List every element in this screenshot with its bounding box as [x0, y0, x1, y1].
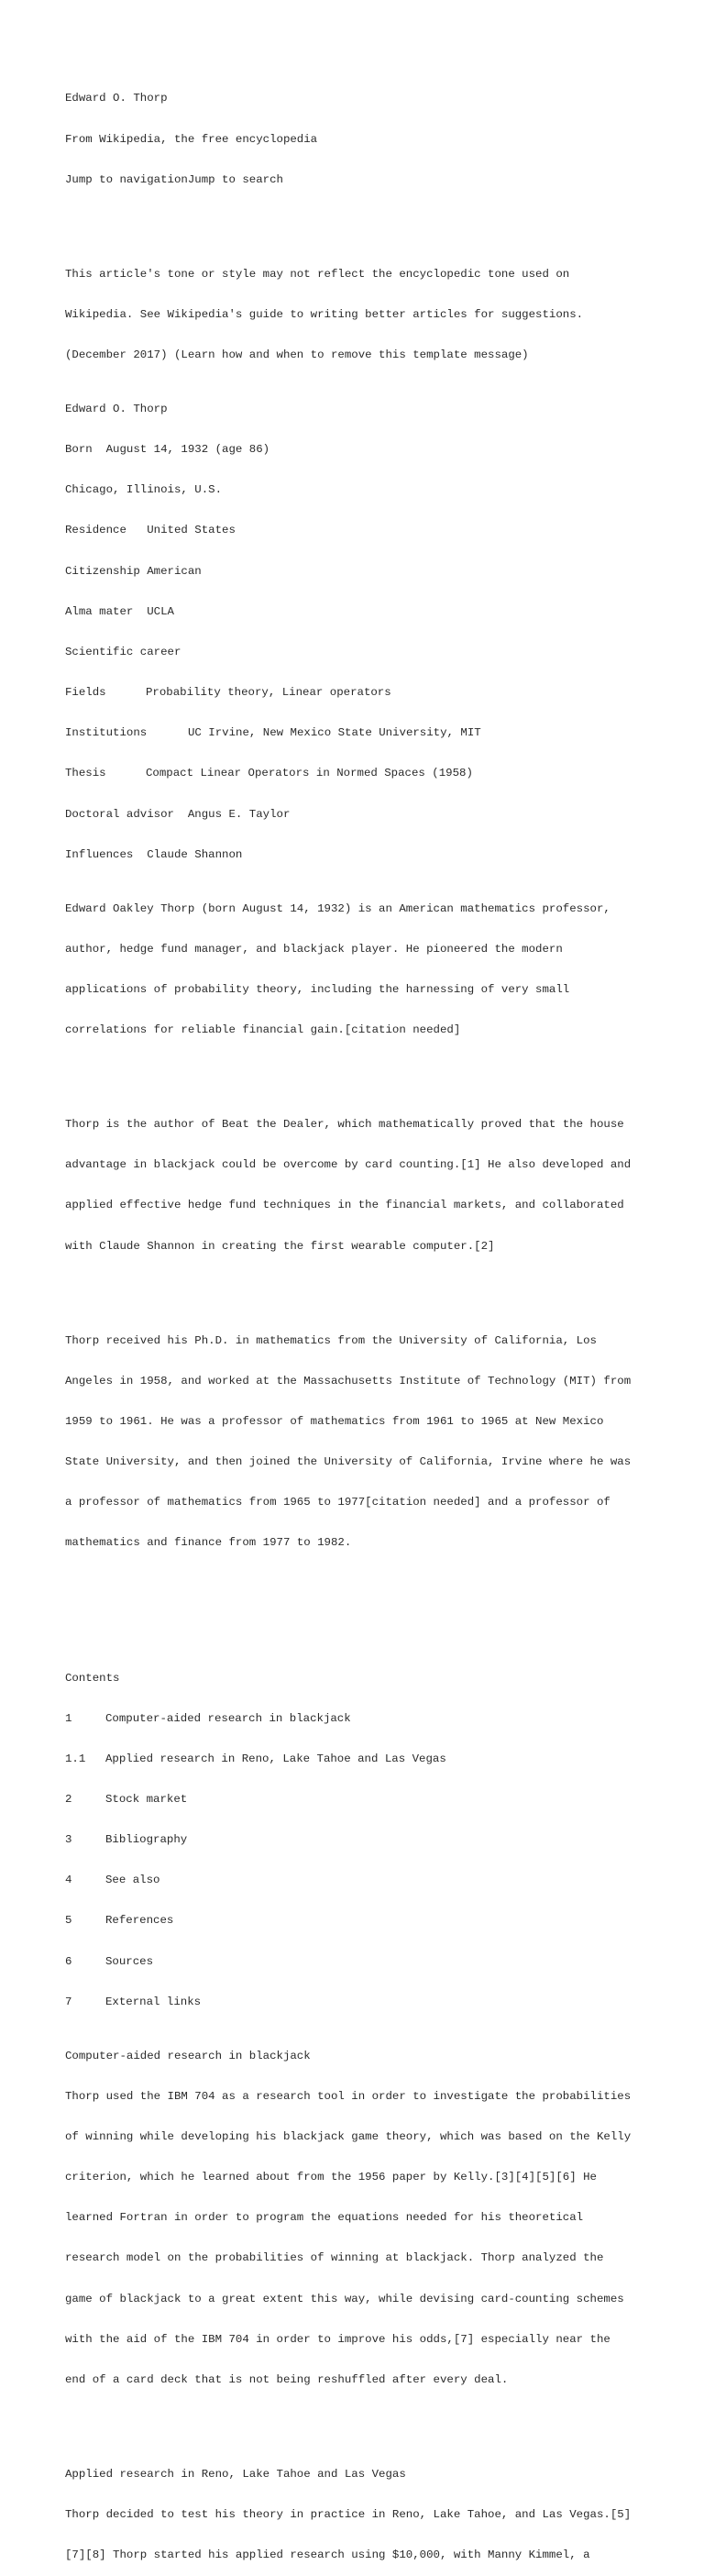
infobox-career-heading: Scientific career [65, 645, 182, 658]
infobox-citizenship-value[interactable]: American [147, 564, 202, 578]
intro-line: Edward Oakley Thorp (born August 14, 1932) is an American mathematics professor, [65, 901, 610, 915]
section-line: game of blackjack to a great extent this way, while devising card-counting schemes [65, 2292, 624, 2305]
paragraph-line: Angeles in 1958, and worked at the Massachusetts Institute of Technology (MIT) from [65, 1374, 632, 1388]
article-title: Edward O. Thorp [65, 92, 168, 105]
toc-number: 2 [65, 1793, 72, 1806]
section-line: with the aid of the IBM 704 in order to improve his odds,[7] especially near the [65, 2332, 610, 2346]
notice-line: (December 2017) (Learn how and when to remove this template message) [65, 348, 529, 362]
toc-item[interactable] [65, 1752, 652, 1766]
toc-number: 6 [65, 1954, 72, 1968]
spacer [65, 1577, 652, 1591]
toc-label[interactable]: Stock market [105, 1793, 188, 1806]
infobox-institutions [65, 726, 652, 740]
infobox-thesis [65, 767, 652, 780]
toc-item[interactable] [65, 1955, 652, 1969]
infobox-fields-label: Fields [65, 686, 106, 700]
toc-label[interactable]: References [105, 1914, 174, 1928]
infobox-influences-value[interactable]: Claude Shannon [147, 847, 243, 861]
infobox-advisor-label: Doctoral advisor [65, 807, 174, 821]
infobox-influences [65, 848, 652, 862]
subsection-heading: Applied research in Reno, Lake Tahoe and Las Vegas [65, 2467, 406, 2481]
section-line: of winning while developing his blackjack game theory, which was based on the Kelly [65, 2129, 632, 2143]
toc-label[interactable]: Sources [105, 1954, 154, 1968]
spacer [65, 1280, 652, 1294]
paragraph-line: Thorp received his Ph.D. in mathematics from the University of California, Los [65, 1333, 597, 1347]
paragraph-line: 1959 to 1961. He was a professor of mathematics from 1961 to 1965 at New Mexico [65, 1414, 604, 1428]
infobox-alma-mater-label: Alma mater [65, 604, 134, 618]
infobox-institutions-label: Institutions [65, 726, 148, 740]
toc-label[interactable]: Bibliography [105, 1833, 188, 1847]
intro-line: applications of probability theory, including the harnessing of very small [65, 982, 570, 996]
toc-item[interactable] [65, 1712, 652, 1726]
infobox-alma-mater-value[interactable]: UCLA [147, 604, 174, 618]
toc-number: 5 [65, 1914, 72, 1928]
paragraph-line: applied effective hedge fund techniques in the financial markets, and collaborated [65, 1199, 624, 1212]
infobox-residence-value[interactable]: United States [147, 524, 236, 537]
toc-number: 3 [65, 1833, 72, 1847]
infobox-born-label: Born [65, 443, 93, 457]
article-source: From Wikipedia, the free encyclopedia [65, 132, 318, 146]
section-heading: Computer-aided research in blackjack [65, 2049, 311, 2062]
infobox-residence [65, 524, 652, 537]
paragraph-line: a professor of mathematics from 1965 to 1977[citation needed] and a professor of [65, 1496, 610, 1509]
toc-number: 1.1 [65, 1752, 86, 1765]
paragraph-line: with Claude Shannon in creating the first wearable computer.[2] [65, 1239, 495, 1253]
infobox-advisor [65, 808, 652, 822]
toc-item[interactable] [65, 1996, 652, 2009]
spacer [65, 2414, 652, 2427]
toc-number: 7 [65, 1995, 72, 2008]
toc-label[interactable]: See also [105, 1874, 160, 1887]
infobox-thesis-label: Thesis [65, 767, 106, 780]
toc-label[interactable]: External links [105, 1995, 202, 2008]
jump-links[interactable]: Jump to navigationJump to search [65, 172, 283, 186]
spacer [65, 1064, 652, 1078]
infobox-fields [65, 686, 652, 700]
section-line: Thorp decided to test his theory in practice in Reno, Lake Tahoe, and Las Vegas.[5] [65, 2508, 632, 2522]
spacer [65, 1618, 652, 1631]
toc-item[interactable] [65, 1833, 652, 1847]
section-line: Thorp used the IBM 704 as a research tool in order to investigate the probabilities [65, 2089, 632, 2103]
infobox-advisor-value[interactable]: Angus E. Taylor [187, 807, 291, 821]
infobox-institutions-value[interactable]: UC Irvine, New Mexico State University, MIT [188, 726, 481, 740]
section-line: research model on the probabilities of winning at blackjack. Thorp analyzed the [65, 2251, 604, 2265]
section-line: [7][8] Thorp started his applied research using $10,000, with Manny Kimmel, a [65, 2548, 590, 2562]
paragraph-line: advantage in blackjack could be overcome by card counting.[1] He also developed and [65, 1158, 632, 1172]
infobox-influences-label: Influences [65, 847, 134, 861]
infobox-thesis-value: Compact Linear Operators in Normed Spaces (1958) [146, 767, 473, 780]
toc-number: 4 [65, 1874, 72, 1887]
contents-heading: Contents [65, 1671, 120, 1685]
intro-line: author, hedge fund manager, and blackjack player. He pioneered the modern [65, 942, 563, 956]
section-line: criterion, which he learned about from the 1956 paper by Kelly.[3][4][5][6] He [65, 2171, 597, 2184]
toc-item[interactable] [65, 1874, 652, 1887]
toc-item[interactable] [65, 1914, 652, 1928]
section-line: learned Fortran in order to program the equations needed for his theoretical [65, 2211, 584, 2225]
infobox-name: Edward O. Thorp [65, 402, 168, 415]
infobox-citizenship-label: Citizenship [65, 564, 140, 578]
infobox-fields-value[interactable]: Probability theory, Linear operators [146, 686, 391, 700]
toc-number: 1 [65, 1711, 72, 1725]
infobox-born-value: August 14, 1932 (age 86) [105, 443, 270, 457]
infobox-birthplace[interactable]: Chicago, Illinois, U.S. [65, 483, 223, 497]
infobox-born [65, 443, 652, 457]
article-body [65, 65, 652, 2576]
toc-item[interactable] [65, 1793, 652, 1807]
infobox-alma-mater [65, 605, 652, 619]
paragraph-line: State University, and then joined the University of California, Irvine where he was [65, 1455, 632, 1469]
toc-label[interactable]: Computer-aided research in blackjack [105, 1711, 351, 1725]
notice-line: This article's tone or style may not reflect the encyclopedic tone used on [65, 267, 570, 281]
section-line: end of a card deck that is not being reshuffled after every deal. [65, 2372, 509, 2386]
infobox-residence-label: Residence [65, 524, 126, 537]
intro-line: correlations for reliable financial gain.[citation needed] [65, 1023, 461, 1037]
notice-line: Wikipedia. See Wikipedia's guide to writing better articles for suggestions. [65, 307, 584, 321]
paragraph-line: mathematics and finance from 1977 to 1982. [65, 1536, 352, 1550]
toc-label[interactable]: Applied research in Reno, Lake Tahoe and Las Vegas [105, 1752, 446, 1765]
infobox-citizenship [65, 565, 652, 579]
spacer [65, 214, 652, 227]
paragraph-line: Thorp is the author of Beat the Dealer, which mathematically proved that the house [65, 1118, 624, 1132]
